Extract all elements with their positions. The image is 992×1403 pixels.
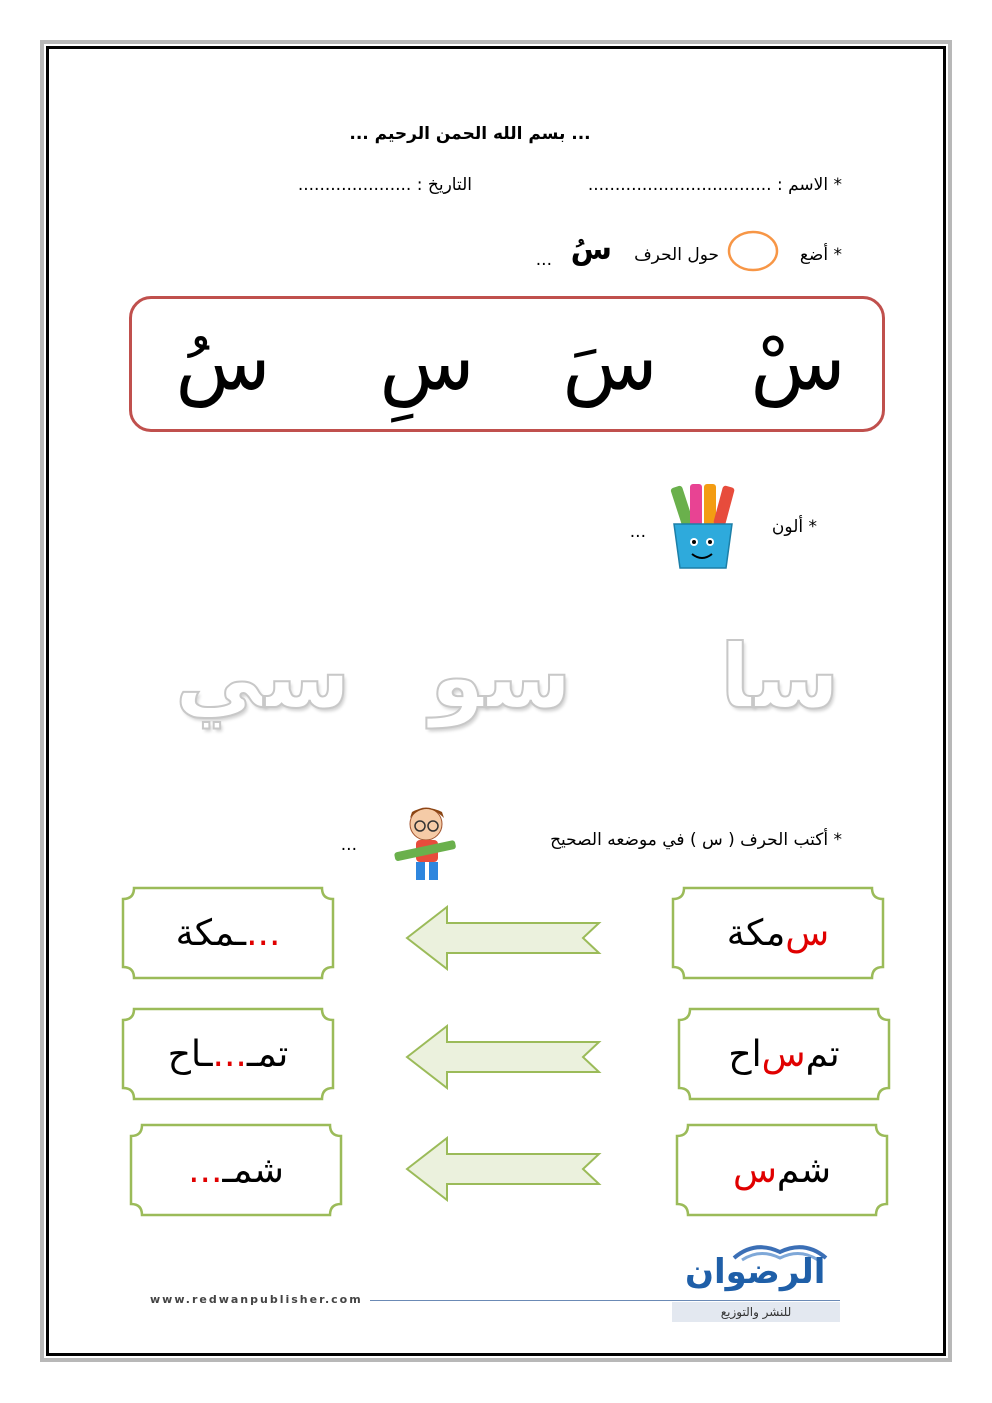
left-arrow-icon: [405, 1136, 603, 1202]
highlighted-letter: س: [785, 912, 830, 954]
letter-option-fatha[interactable]: سَ: [562, 318, 658, 408]
source-word-box: [674, 1122, 890, 1218]
source-word-box: [670, 885, 886, 981]
colored-pencils-icon: [652, 476, 754, 574]
write-instruction-suffix: ...: [340, 835, 357, 855]
trace-syllable-su[interactable]: سو: [430, 625, 572, 728]
publisher-tagline: للنشر والتوزيع: [672, 1302, 840, 1322]
basmala-heading: ... بسم الله الحمن الرحيم ...: [349, 124, 591, 144]
trace-syllable-si[interactable]: سي: [175, 625, 351, 728]
target-letter: سُ: [570, 232, 612, 267]
left-arrow-icon: [405, 905, 603, 971]
circle-instruction-middle: حول الحرف: [634, 245, 719, 265]
letter-option-sukun[interactable]: سْ: [750, 318, 846, 408]
left-arrow-icon: [405, 1024, 603, 1090]
color-instruction-label: * ألون: [771, 517, 817, 537]
word-part: تم: [805, 1033, 840, 1075]
source-word-box: [676, 1006, 892, 1102]
word-part: ـاح: [167, 1033, 213, 1075]
publisher-logo-text: الرضوان: [685, 1252, 826, 1292]
highlighted-letter: س: [761, 1033, 806, 1075]
highlighted-letter: س: [732, 1149, 777, 1191]
write-instruction-label: * أكتب الحرف ( س ) في موضعه الصحيح: [550, 830, 842, 850]
word-part: اح: [728, 1033, 762, 1075]
word-part: شم: [776, 1149, 832, 1191]
target-word-box[interactable]: [120, 1006, 336, 1102]
circle-instruction-prefix: * أضع: [799, 245, 842, 265]
circle-instruction-suffix: ...: [535, 250, 552, 270]
target-word-box[interactable]: [120, 885, 336, 981]
blank-slot[interactable]: ...: [246, 912, 281, 954]
date-field-label: التاريخ : .....................: [297, 175, 472, 195]
publisher-website-link[interactable]: www.redwanpublisher.com: [150, 1293, 363, 1306]
trace-syllable-sa[interactable]: سا: [720, 625, 840, 728]
name-field-label: * الاسم : ..................................: [587, 175, 842, 195]
boy-with-pencil-icon: [386, 800, 478, 884]
word-part: ـمكة: [175, 912, 247, 954]
letter-option-kasra[interactable]: سِ: [379, 318, 475, 408]
footer-divider: [370, 1300, 840, 1301]
word-part: تمـ: [246, 1033, 289, 1075]
target-word-box[interactable]: [128, 1122, 344, 1218]
color-instruction-suffix: ...: [629, 522, 646, 542]
blank-slot[interactable]: ...: [188, 1149, 223, 1191]
blank-slot[interactable]: ...: [212, 1033, 247, 1075]
word-part: مكة: [726, 912, 786, 954]
orange-circle-icon: [726, 229, 780, 273]
letter-option-damma[interactable]: سُ: [175, 318, 271, 408]
word-part: شمـ: [222, 1149, 284, 1191]
